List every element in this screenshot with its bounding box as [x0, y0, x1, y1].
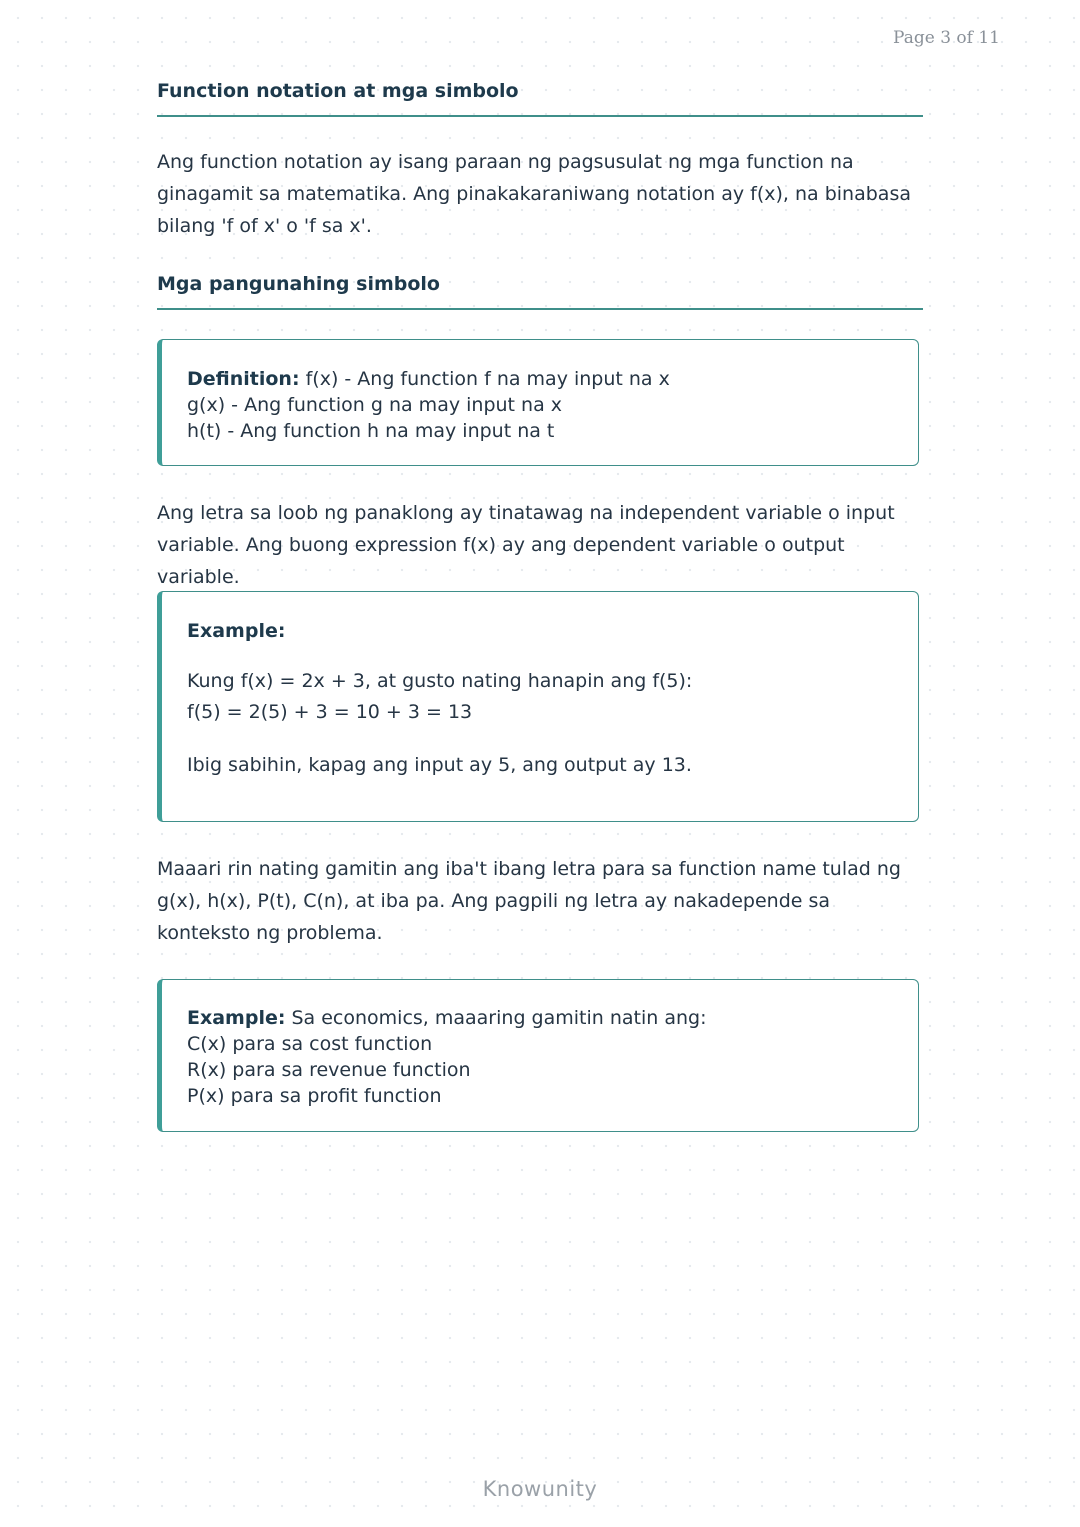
variable-paragraph: Ang letra sa loob ng panaklong ay tinatawag na independent variable o input variable. Ang buong expression f(x) ay ang dependent variable o output variable.: [157, 502, 895, 588]
example-line-3: Ibig sabihin, kapag ang input ay 5, ang output ay 13.: [187, 754, 692, 776]
function-name-paragraph: Maaari rin nating gamitin ang iba't ibang letra para sa function name tulad ng g(x), h(x), P(t), C(n), at iba pa. Ang pagpili ng letra ay nakadepende sa konteksto ng problema.: [157, 858, 901, 944]
economics-line-3: R(x) para sa revenue function: [187, 1059, 471, 1081]
definition-line-2: g(x) - Ang function g na may input na x: [187, 394, 562, 416]
economics-text-1: Sa economics, maaaring gamitin natin ang:: [285, 1007, 707, 1029]
economics-example-box: [157, 979, 919, 1132]
definition-label: Definition:: [187, 368, 300, 390]
footer-brand: Knowunity: [482, 1477, 598, 1501]
example-line-2: f(5) = 2(5) + 3 = 10 + 3 = 13: [187, 701, 473, 723]
example-box: [157, 591, 919, 822]
definition-line-1: [187, 366, 898, 392]
economics-line-2: C(x) para sa cost function: [187, 1033, 433, 1055]
economics-example-label: Example:: [187, 1007, 286, 1029]
intro-paragraph: Ang function notation ay isang paraan ng pagsusulat ng mga function na ginagamit sa matematika. Ang pinakakaraniwang notation ay f(x), na binabasa bilang 'f of x' o 'f sa x'.: [157, 151, 911, 237]
example-line-1: Kung f(x) = 2x + 3, at gusto nating hanapin ang f(5):: [187, 670, 693, 692]
economics-line-4: P(x) para sa profit function: [187, 1085, 442, 1107]
section-heading: Function notation at mga simbolo: [157, 79, 923, 117]
subsection-heading: Mga pangunahing simbolo: [157, 272, 923, 310]
definition-line-3: h(t) - Ang function h na may input na t: [187, 420, 555, 442]
example-label: Example:: [187, 620, 286, 642]
definition-text-1: f(x) - Ang function f na may input na x: [299, 368, 670, 390]
page-number: Page 3 of 11: [893, 28, 1000, 48]
definition-box: [157, 339, 919, 466]
economics-line-1: [187, 1005, 898, 1031]
